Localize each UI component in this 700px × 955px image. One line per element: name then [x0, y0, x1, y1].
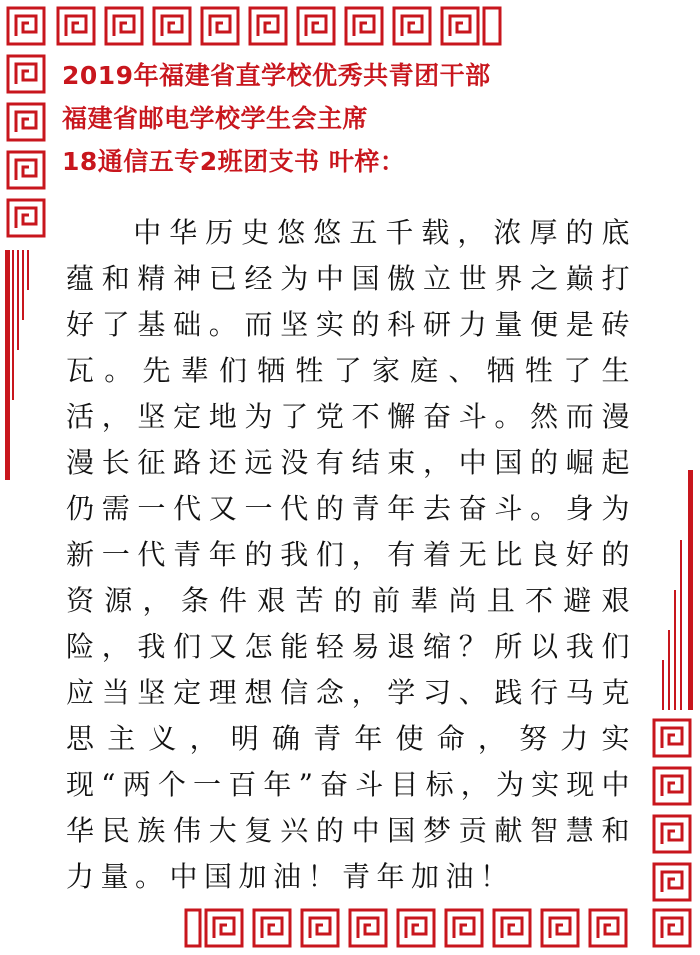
- honoree-heading: [62, 54, 642, 183]
- speech-body: [66, 210, 636, 900]
- speech-paragraph: 中华历史悠悠五千载，浓厚的底蕴和精神已经为中国傲立世界之巅打好了基础。而坚实的科研力量便是砖瓦。先辈们牺牲了家庭、牺牲了生活，坚定地为了党不懈奋斗。然而漫漫长征路还远没有结束，中国的崛起仍需一代又一代的青年去奋斗。身为新一代青年的我们，有着无比良好的资源，条件艰苦的前辈尚且不避艰险，我们又怎能轻易退缩？所以我们应当坚定理想信念，学习、践行马克思主义，明确青年使命，努力实现“两个一百年”奋斗目标，为实现中华民族伟大复兴的中国梦贡献智慧和力量。中国加油！青年加油！: [66, 216, 636, 893]
- honor-title: 2019年福建省直学校优秀共青团干部: [62, 61, 491, 90]
- name-line: 18通信五专2班团支书 叶梓：: [62, 147, 406, 176]
- position-title: 福建省邮电学校学生会主席: [62, 104, 369, 133]
